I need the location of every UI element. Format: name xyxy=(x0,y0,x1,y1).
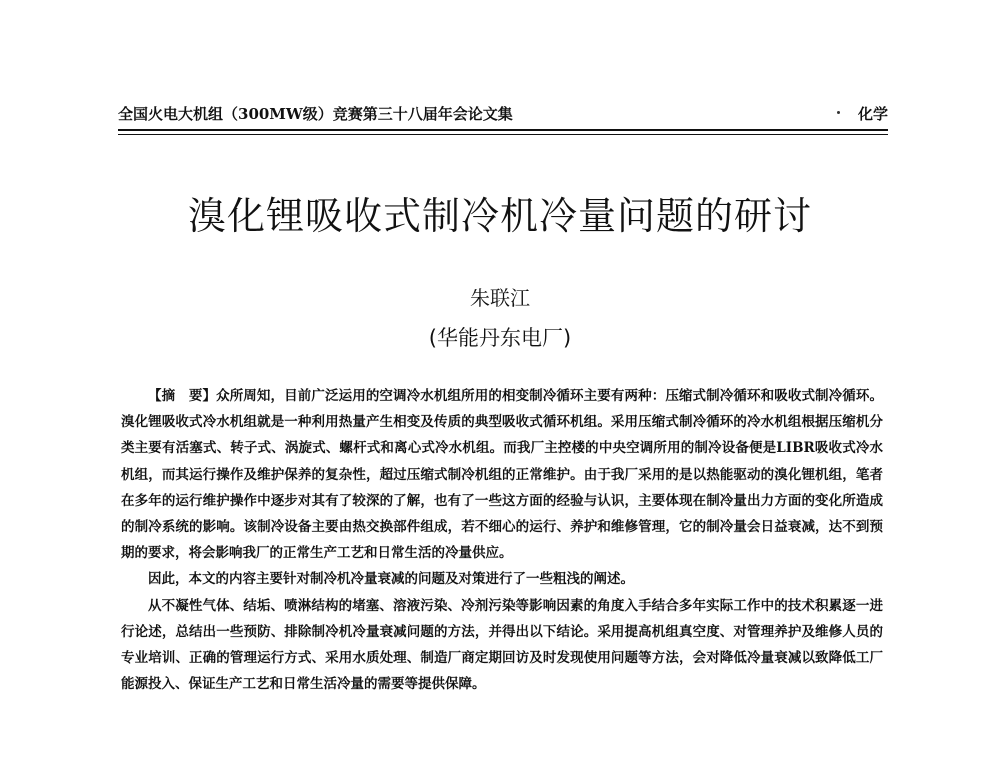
author-name: 朱联江 xyxy=(470,286,530,310)
header-rule-thick xyxy=(118,129,888,131)
abstract-label: 【摘 要】 xyxy=(148,388,217,404)
body-paragraph: 从不凝性气体、结垢、喷淋结构的堵塞、溶液污染、冷剂污染等影响因素的角度入手结合多年实际工作中的技术积累逐一进行论述，总结出一些预防、排除制冷机冷量衰减问题的方法，并得出以下结论。采用提高机组真空度、对管理养护及维修人员的专业培训、正确的管理运行方式、采用水质处理、制造厂商定期回访及时发现使用问题等方法，会对降低冷量衰减以致降低工厂能源投入、保证生产工艺和日常生活冷量的需要等提供保障。 xyxy=(121,597,883,693)
paper-title: 溴化锂吸收式制冷机冷量问题的研讨 xyxy=(187,194,812,238)
running-header-section: 化学 xyxy=(857,105,888,123)
header-rule-thin xyxy=(118,134,888,135)
abstract-text: 众所周知，目前广泛运用的空调冷水机组所用的相变制冷循环主要有两种：压缩式制冷循环和吸收式制冷循环。溴化锂吸收式冷水机组就是一种利用热量产生相变及传质的典型吸收式循环机组。采用压缩式制冷循环的冷水机组根据压缩机分类主要有活塞式、转子式、涡旋式、螺杆式和离心式冷水机组。而我厂主控楼的中央空调所用的制冷设备便是LIBR吸收式冷水机组，而其运行操作及维护保养的复杂性，超过压缩式制冷机组的正常维护。由于我厂采用的是以热能驱动的溴化锂机组，笔者在多年的运行维护操作中逐步对其有了较深的了解，也有了一些这方面的经验与认识，主要体现在制冷量出力方面的变化所造成的制冷系统的影响。该制冷设备主要由热交换部件组成，若不细心的运行、养护和维修管理，它的制冷量会日益衰减，达不到预期的要求，将会影响我厂的正常生产工艺和日常生活的冷量供应。 xyxy=(121,388,884,562)
paper-body xyxy=(121,383,883,697)
author-affiliation: (华能丹东电厂) xyxy=(428,326,572,350)
abstract-paragraph xyxy=(121,383,883,566)
header-dot xyxy=(837,111,840,114)
running-header xyxy=(118,103,888,127)
running-header-proceedings: 全国火电大机组（300MW级）竞赛第三十八届年会论文集 xyxy=(118,105,513,123)
body-paragraph: 因此，本文的内容主要针对制冷机冷量衰减的问题及对策进行了一些粗浅的阐述。 xyxy=(148,571,634,588)
